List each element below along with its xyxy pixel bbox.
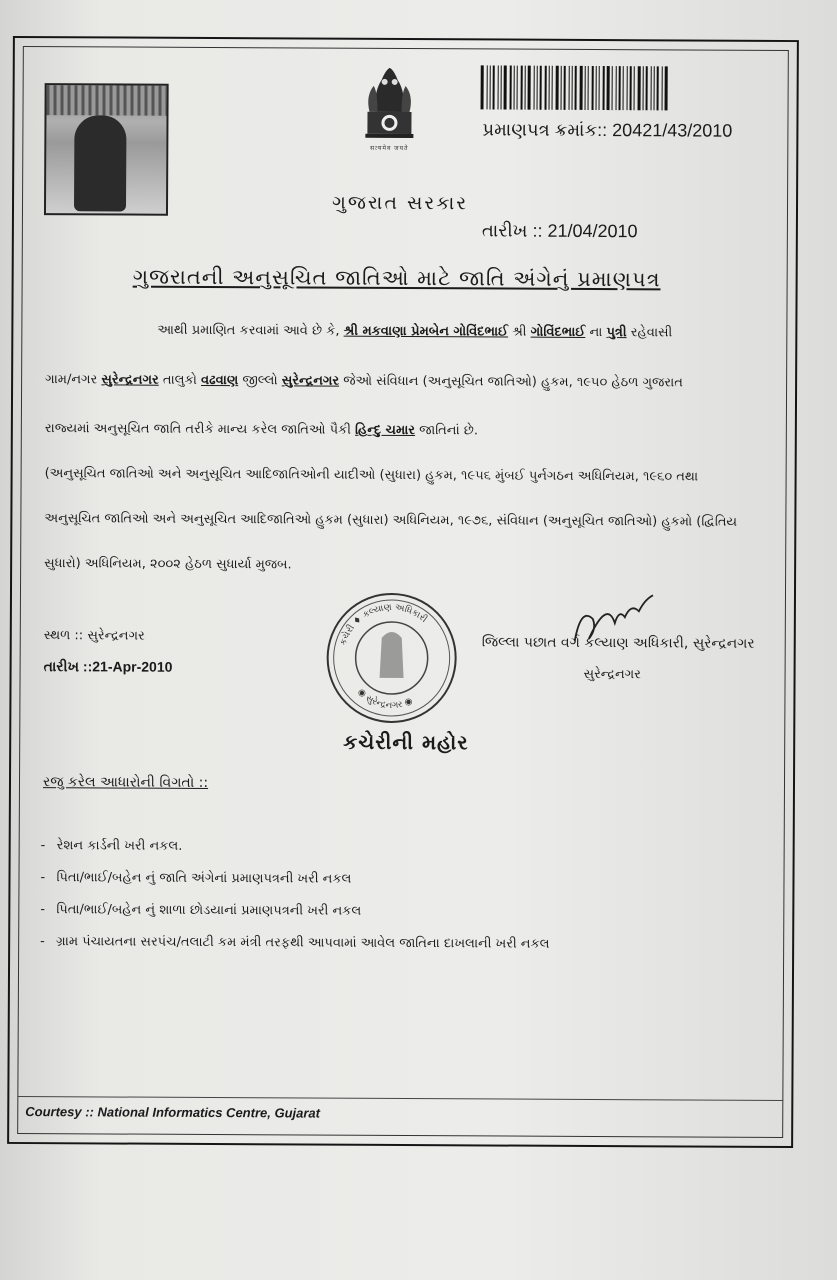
documents-title: રજુ કરેલ આધારોની વિગતો :: xyxy=(42,774,209,791)
seal-text-top: કચેરી ♦ કલ્યાણ અધિકારી xyxy=(338,602,429,647)
government-title: ગુજરાત સરકાર xyxy=(331,191,469,215)
issuing-officer: જિલ્લા પછાત વર્ગ કલ્યાણ અધિકારી, સુરેન્દ્રનગર xyxy=(481,634,755,652)
seal-text-bottom: ◉ સુરેન્દ્રનગર ◉ xyxy=(355,687,415,712)
documents-list xyxy=(40,836,550,967)
certificate-number: પ્રમાણપત્ર ક્રમાંક:: 20421/43/2010 xyxy=(482,119,733,141)
holder-name: શ્રી મકવાણા પ્રેમબેન ગોવિંદભાઈ xyxy=(343,323,509,340)
district: સુરેન્દ્રનગર xyxy=(281,373,340,389)
relation: પુત્રી xyxy=(606,325,627,341)
place: સ્થળ :: સુરેન્દ્રનગર xyxy=(43,628,145,644)
barcode xyxy=(481,65,743,110)
state-emblem-icon xyxy=(357,62,421,148)
body-line-3: રાજ્યમાં અનુસૂચિત જાતિ તરીકે માન્ય કરેલ જાતિઓ પૈકી હિન્દુ ચમાર જાતિનાં છે. xyxy=(44,421,479,439)
document-item: - ગ્રામ પંચાયતના સરપંચ/તલાટી કમ મંત્રી તરફથી આપવામાં આવેલ જાતિના દાખલાની ખરી નકલ xyxy=(40,934,550,952)
applicant-photo xyxy=(44,83,169,216)
issue-date: તારીખ :: 21/04/2010 xyxy=(481,220,638,242)
village: સુરેન્દ્રનગર xyxy=(101,372,159,388)
document-item: - પિતા/ભાઈ/બહેન નું જાતિ અંગેનાં પ્રમાણપત્રની ખરી નકલ xyxy=(40,870,352,887)
officer-place: સુરેન્દ્રનગર xyxy=(583,666,641,683)
document-item: - રેશન કાર્ડની ખરી નકલ. xyxy=(40,838,183,854)
emblem-motto: सत्यमेव जयते xyxy=(370,144,409,153)
body-line-5: અનુસૂચિત જાતિઓ અને અનુસૂચિત આદિજાતિઓ હુકમ (સુધારા) અધિનિયમ, ૧૯૭૬, સંવિધાન (અનુસૂચિત જાતિઓ) હુકમો (દ્વિતિય xyxy=(44,511,738,530)
signed-date: તારીખ ::21-Apr-2010 xyxy=(43,658,173,675)
office-seal xyxy=(323,590,460,727)
body-line-1: આથી પ્રમાણિત કરવામાં આવે છે કે, શ્રી મકવાણા પ્રેમબેન ગોવિંદભાઈ શ્રી ગોવિંદભાઈ ના પુત્રી રહેવાસી xyxy=(157,322,673,341)
certificate-heading: ગુજરાતની અનુસૂચિત જાતિઓ માટે જાતિ અંગેનું પ્રમાણપત્ર xyxy=(132,264,661,292)
caste: હિન્દુ ચમાર xyxy=(355,422,416,439)
taluka: વઢવાણ xyxy=(201,372,239,389)
certificate-frame xyxy=(7,36,799,1148)
courtesy-note: Courtesy :: National Informatics Centre, Gujarat xyxy=(25,1104,321,1121)
body-line-6: સુધારો) અધિનિયમ, ૨૦૦૨ હેઠળ સુધાર્યા મુજબ. xyxy=(44,556,292,573)
body-line-2: ગામ/નગર સુરેન્દ્રનગર તાલુકો વઢવાણ જીલ્લો સુરેન્દ્રનગર જેઓ સંવિધાન (અનુસૂચિત જાતિઓ) હુકમ, ૧૯૫૦ હેઠળ ગુજરાત xyxy=(45,372,683,391)
body-line-4: (અનુસૂચિત જાતિઓ અને અનુસૂચિત આદિજાતિઓની યાદીઓ (સુધારા) હુકમ, ૧૯૫૬ મુંબઈ પુર્નગઠન અધિનિયમ, ૧૯૬૦ તથા xyxy=(44,466,699,485)
seal-label: કચેરીની મહોર xyxy=(343,729,469,755)
father-name: ગોવિંદભાઈ xyxy=(530,324,586,340)
document-item: - પિતા/ભાઈ/બહેન નું શાળા છોડયાનાં પ્રમાણપત્રની ખરી નકલ xyxy=(40,902,362,919)
